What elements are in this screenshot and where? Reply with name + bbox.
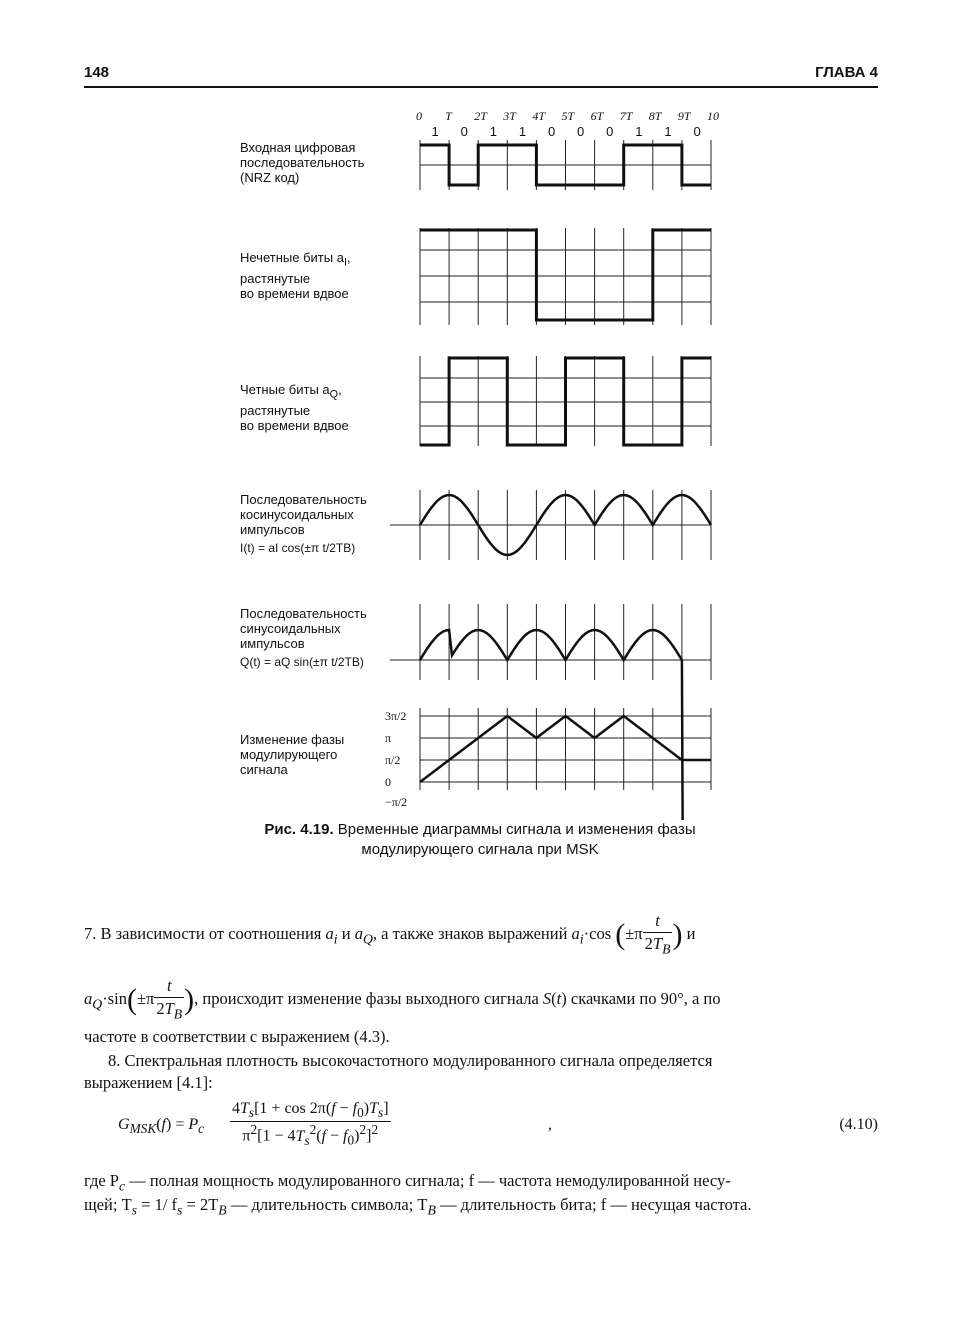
item7-text-f: скачками по 90°, а по	[570, 988, 721, 1008]
even-label-line3: во времени вдвое	[240, 417, 349, 433]
item-8	[84, 1050, 878, 1094]
cos-pulses-label	[240, 492, 367, 556]
time-label-8: 8T	[648, 109, 662, 123]
figure-caption	[180, 820, 780, 860]
bit-value-1: 0	[460, 124, 468, 139]
even-label-line1: Четные биты a	[240, 382, 330, 397]
time-label-6: 6T	[590, 109, 604, 123]
sin-label-line3: импульсов	[240, 636, 305, 651]
time-label-1: T	[445, 109, 452, 123]
item7-text-e: , происходит изменение фазы выходного сигнала	[194, 988, 539, 1008]
odd-label-sub: I	[343, 256, 347, 269]
chapter-title: ГЛАВА 4	[815, 64, 878, 81]
definitions-line1: где $P_c$ — полная мощность модулированного сигнала; f — частота немодулированной несу-	[84, 1171, 731, 1194]
bit-value-3: 1	[518, 124, 527, 139]
phase-tick-2: π/2	[385, 753, 401, 767]
item-7-line2: $a_Q\cdot\sin(\pm\pi$ $\frac{t}{2T_B}$ ), происходит изменение фазы выходного сигнала S(t) скачками по 90°, а по	[84, 976, 721, 1022]
phase-tick-4: −π/2	[385, 795, 408, 809]
figure-grid	[390, 140, 711, 790]
bit-value-2: 1	[489, 124, 497, 139]
phase-tick-3: 0	[385, 775, 391, 789]
bit-value-5: 0	[577, 124, 585, 139]
even-bits-label	[240, 382, 349, 433]
def-d: щей; T	[84, 1195, 132, 1214]
nrz-label-line1: Входная цифровая	[240, 140, 356, 155]
bit-value-6: 0	[606, 124, 614, 139]
item-7-line3: частоте в соответствии с выражением (4.3).	[84, 1027, 390, 1046]
bit-value-9: 0	[693, 124, 701, 139]
caption-text: Временные диаграммы сигнала и изменения фазы	[337, 821, 696, 838]
def-c: — частота немодулированной несу-	[478, 1171, 731, 1190]
cos-formula: I(t) = aI cos(±π t/2TB)	[240, 541, 356, 555]
time-label-5: 5T	[561, 109, 575, 123]
equation-4-10: $G_{MSK}(f) = P_c$ $\frac{4T_s[1 + \cos 2\pi(f - f_0)T_s]}{\pi^2[1 - 4T_s^2(f - f_0)^2]^2}$ , (4.10)	[118, 1100, 878, 1148]
nrz-label	[240, 140, 364, 185]
def-b: — полная мощность модулированного сигнала; f	[129, 1171, 475, 1190]
odd-label-line1: Нечетные биты a	[240, 250, 344, 265]
def-f: = 2T	[186, 1195, 219, 1214]
figure-text	[385, 109, 719, 809]
sin-pulses-label	[240, 606, 367, 670]
cos-label-line2: косинусоидальных	[240, 507, 354, 522]
item8-line1: 8. Спектральная плотность высокочастотного модулированного сигнала определяется	[108, 1051, 713, 1070]
phase-tick-0: 3π/2	[385, 709, 407, 723]
time-label-9: 9T	[677, 109, 691, 123]
time-label-0: 0	[416, 109, 422, 123]
time-label-10: 10	[707, 109, 719, 123]
odd-label-suffix: ,	[346, 250, 351, 265]
bit-value-4: 0	[547, 124, 556, 139]
sin-label-line1: Последовательность	[240, 606, 367, 621]
definitions-line2: щей; $T_s = 1/$ $f_s = 2T_B$ — длительность символа; $T_B$ — длительность бита; f — несущая частота.	[84, 1195, 752, 1218]
item7-text-b: и	[341, 923, 351, 943]
def-a: где P	[84, 1171, 119, 1190]
phase-label-line3: сигнала	[240, 762, 288, 777]
phase-label-line2: модулирующего	[240, 747, 338, 762]
item8-line2: выражением [4.1]:	[84, 1073, 213, 1092]
even-label-suffix: ,	[338, 382, 342, 397]
item7-text-c: , а также знаков выражений	[372, 923, 568, 943]
item7-text-d: и	[686, 923, 696, 943]
equation-number: (4.10)	[839, 1116, 878, 1133]
time-label-7: 7T	[619, 109, 633, 123]
sin-formula: Q(t) = aQ sin(±π t/2TB)	[240, 655, 364, 669]
time-label-3: 3T	[503, 109, 516, 123]
odd-label-line3: во времени вдвое	[240, 285, 349, 301]
nrz-label-line2: последовательность	[240, 155, 365, 170]
phase-label-line1: Изменение фазы	[240, 732, 345, 747]
caption-line2: модулирующего сигнала при MSK	[361, 841, 599, 858]
page-number: 148	[84, 64, 110, 81]
odd-bits-label	[240, 250, 351, 301]
odd-label-line2: растянутые	[240, 270, 311, 286]
def-e: = 1/ f	[141, 1195, 178, 1214]
even-label-sub: Q	[329, 388, 339, 401]
time-label-4: 4T	[532, 109, 546, 123]
def-g: — длительность символа; T	[230, 1195, 428, 1214]
bit-value-0: 1	[431, 124, 439, 139]
time-label-2: 2T	[474, 109, 487, 123]
caption-number: Рис. 4.19.	[264, 821, 334, 838]
cos-label-line1: Последовательность	[240, 492, 367, 507]
sin-label-line2: синусоидальных	[240, 621, 341, 636]
item7-text-a: 7. В зависимости от соотношения	[84, 923, 322, 943]
even-label-line2: растянутые	[240, 402, 311, 418]
item-7-line1: 7. В зависимости от соотношения $a_i$ и $a_Q$, а также знаков выражений $a_i\cdot\cos$ (±π $\frac{t}{2T_B}$ ) и	[84, 911, 696, 957]
def-h: — длительность бита; f — несущая частота.	[440, 1195, 752, 1214]
bit-value-7: 1	[635, 124, 643, 139]
phase-label	[240, 732, 344, 777]
nrz-label-line3: (NRZ код)	[240, 170, 300, 185]
cos-label-line3: импульсов	[240, 522, 305, 537]
phase-tick-1: π	[385, 731, 392, 745]
bit-value-8: 1	[664, 124, 672, 139]
